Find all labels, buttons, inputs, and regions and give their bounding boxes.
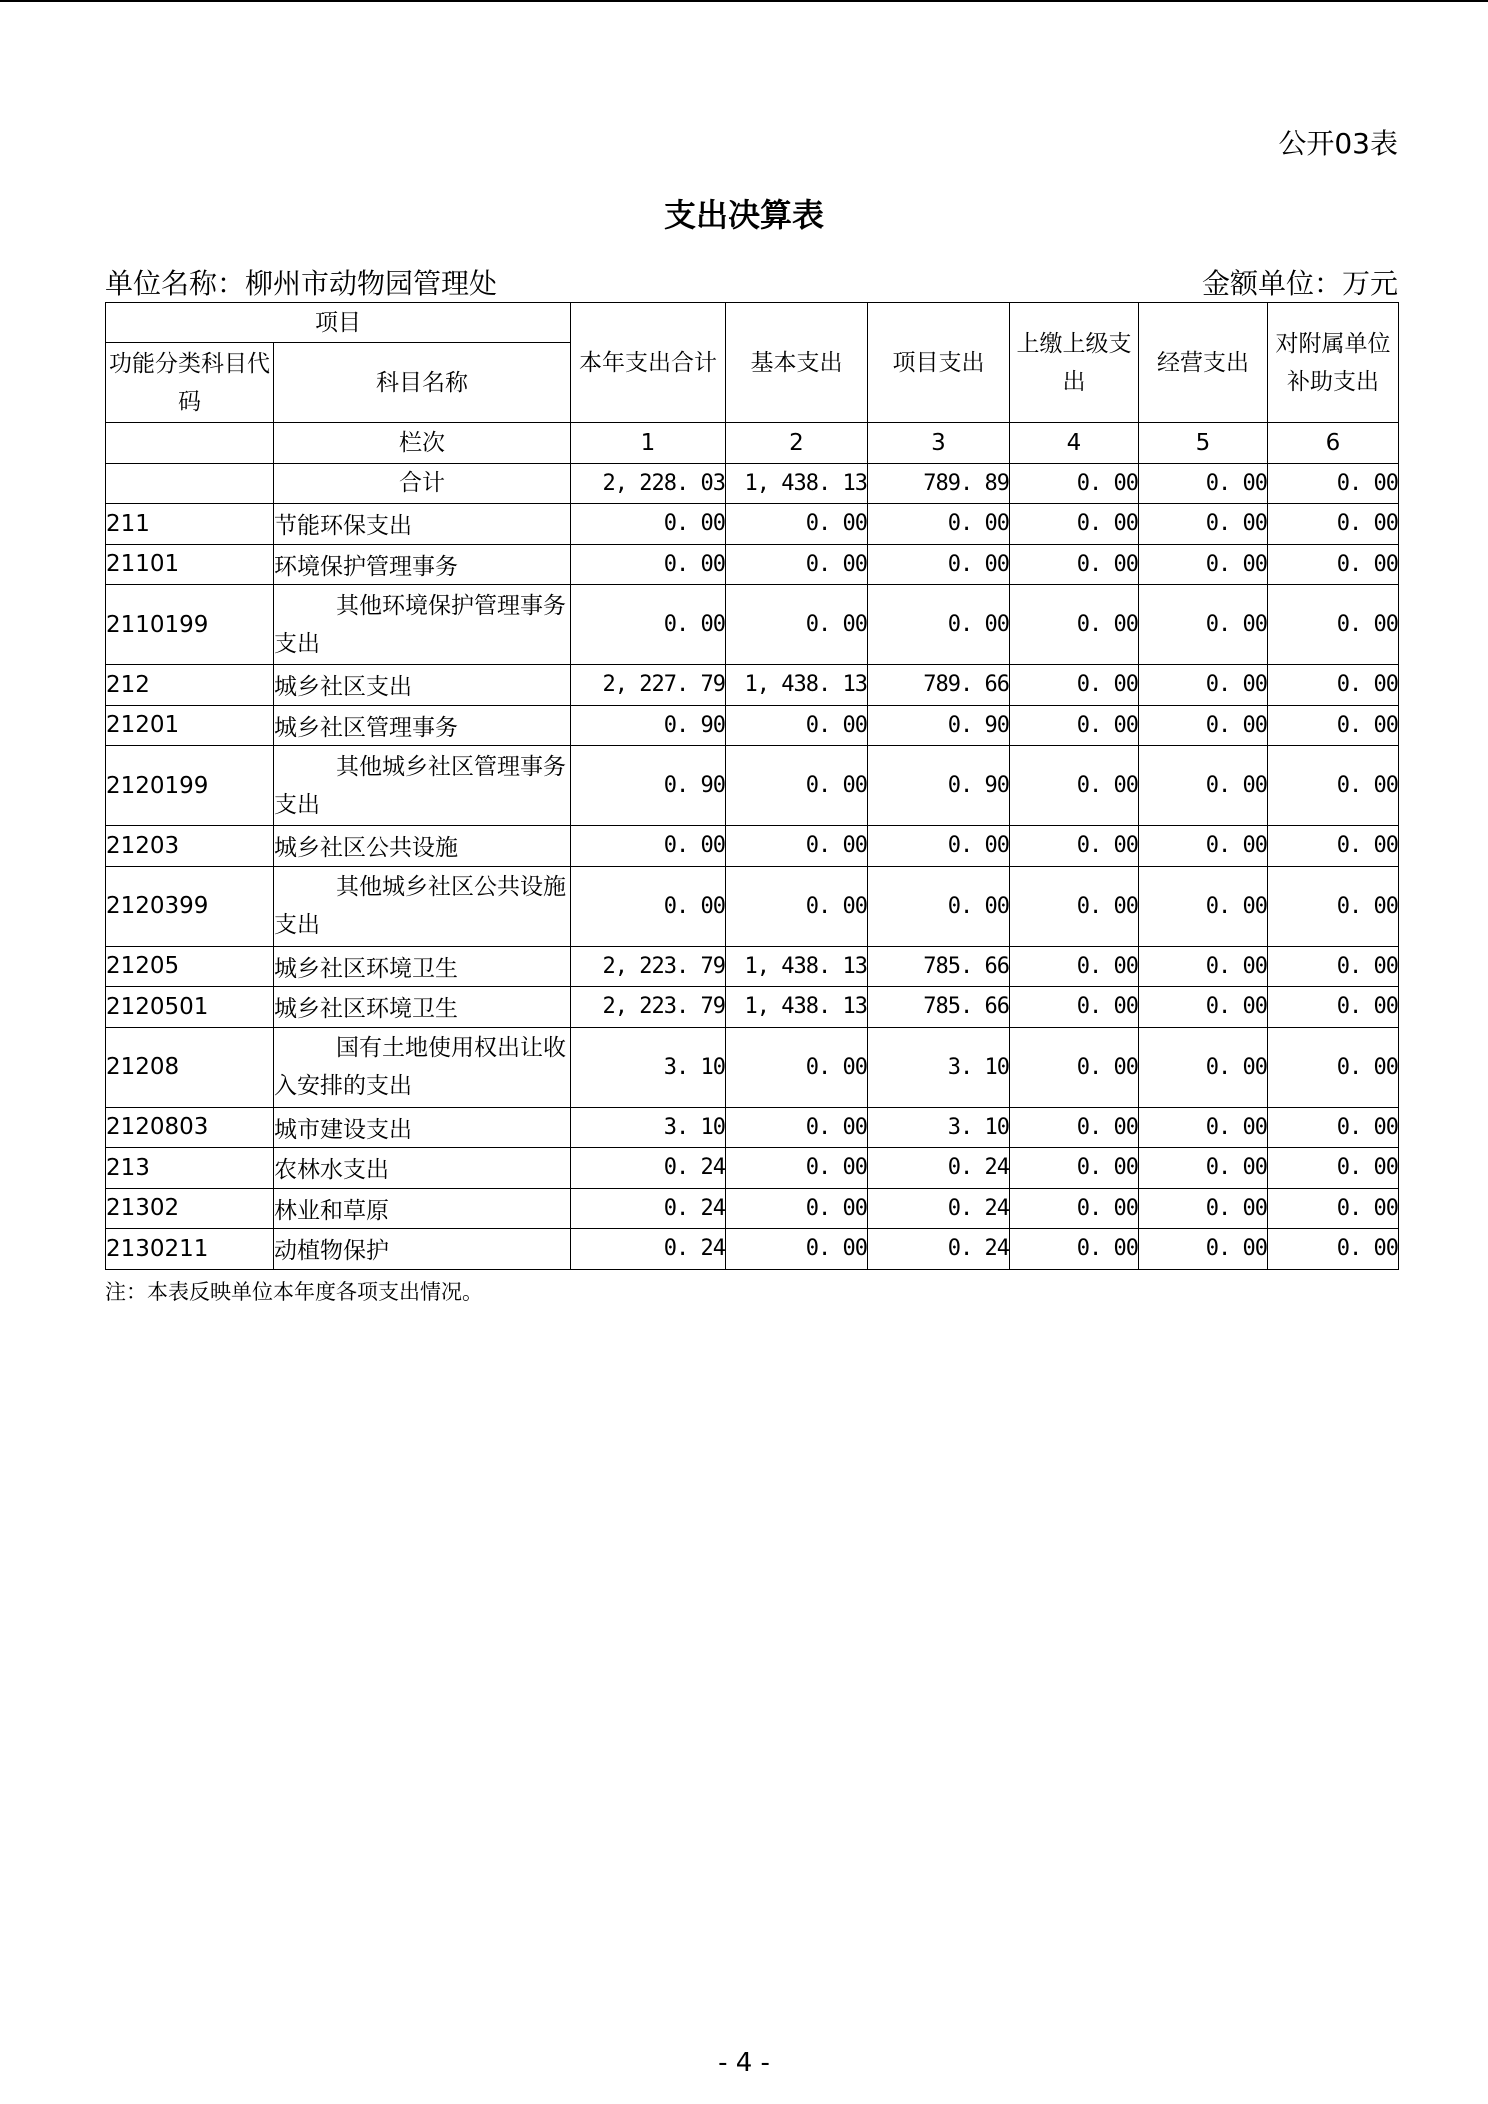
subject-name: 国有土地使用权出让收入安排的支出: [274, 1027, 571, 1107]
column-number: 6: [1268, 423, 1399, 464]
amount-cell: 0. 00: [1010, 1188, 1139, 1229]
amount-cell: 0. 00: [1268, 504, 1399, 545]
amount-cell: 0. 00: [1010, 705, 1139, 746]
amount-cell: 0. 00: [868, 544, 1010, 585]
total-label: 合计: [274, 463, 571, 504]
header-subsidy: 对附属单位补助支出: [1268, 303, 1399, 423]
table-row: [106, 504, 1399, 545]
amount-cell: 0. 00: [1268, 1027, 1399, 1107]
total-value: 1, 438. 13: [726, 463, 868, 504]
amount-cell: 0. 00: [726, 1107, 868, 1148]
column-number: 1: [571, 423, 726, 464]
amount-cell: 3. 10: [868, 1107, 1010, 1148]
amount-cell: 0. 00: [1010, 987, 1139, 1028]
column-number: 4: [1010, 423, 1139, 464]
amount-cell: 2, 223. 79: [571, 946, 726, 987]
subject-name: 动植物保护: [274, 1229, 571, 1270]
subject-name: 林业和草原: [274, 1188, 571, 1229]
amount-cell: 3. 10: [868, 1027, 1010, 1107]
subject-name: 其他环境保护管理事务支出: [274, 585, 571, 665]
amount-cell: 3. 10: [571, 1107, 726, 1148]
amount-cell: 0. 00: [1139, 705, 1268, 746]
amount-cell: 0. 90: [571, 705, 726, 746]
amount-cell: 0. 00: [726, 1188, 868, 1229]
amount-cell: 0. 00: [868, 826, 1010, 867]
amount-cell: 0. 00: [1139, 665, 1268, 706]
amount-cell: 0. 00: [1139, 746, 1268, 826]
header-project: 项目: [106, 303, 571, 343]
amount-cell: 0. 00: [571, 544, 726, 585]
column-label-empty: [106, 423, 274, 464]
header-upper: 上缴上级支出: [1010, 303, 1139, 423]
amount-cell: 785. 66: [868, 987, 1010, 1028]
amount-cell: 0. 24: [571, 1229, 726, 1270]
subject-code: 21201: [106, 705, 274, 746]
amount-cell: 0. 00: [726, 705, 868, 746]
amount-cell: 0. 00: [1139, 826, 1268, 867]
amount-cell: 0. 00: [1010, 1027, 1139, 1107]
amount-cell: 0. 00: [1010, 946, 1139, 987]
subject-name: 环境保护管理事务: [274, 544, 571, 585]
table-row: [106, 705, 1399, 746]
amount-cell: 0. 00: [1268, 705, 1399, 746]
amount-cell: 1, 438. 13: [726, 946, 868, 987]
subject-name: 城乡社区环境卫生: [274, 987, 571, 1028]
top-border: [0, 0, 1488, 2]
amount-cell: 0. 00: [1268, 1148, 1399, 1189]
amount-cell: 0. 00: [1268, 866, 1399, 946]
amount-cell: 0. 00: [1010, 746, 1139, 826]
table-row: [106, 1148, 1399, 1189]
amount-cell: 0. 00: [1268, 826, 1399, 867]
header-business: 经营支出: [1139, 303, 1268, 423]
table-row: [106, 585, 1399, 665]
amount-cell: 0. 00: [1139, 1027, 1268, 1107]
subject-code: 213: [106, 1148, 274, 1189]
column-number: 5: [1139, 423, 1268, 464]
total-value: 2, 228. 03: [571, 463, 726, 504]
table-row: [106, 1229, 1399, 1270]
amount-cell: 0. 00: [1139, 987, 1268, 1028]
amount-cell: 0. 00: [868, 504, 1010, 545]
table-note: 注：本表反映单位本年度各项支出情况。: [105, 1280, 483, 1304]
total-code-empty: [106, 463, 274, 504]
amount-cell: 0. 00: [726, 504, 868, 545]
amount-cell: 0. 00: [726, 1229, 868, 1270]
amount-cell: 0. 00: [1139, 866, 1268, 946]
subject-name: 城市建设支出: [274, 1107, 571, 1148]
amount-cell: 0. 00: [1010, 1148, 1139, 1189]
amount-cell: 0. 00: [1268, 1229, 1399, 1270]
header-total: 本年支出合计: [571, 303, 726, 423]
amount-cell: 0. 90: [571, 746, 726, 826]
amount-cell: 0. 00: [1139, 1107, 1268, 1148]
amount-cell: 0. 00: [1268, 544, 1399, 585]
table-row: [106, 946, 1399, 987]
total-value: 0. 00: [1010, 463, 1139, 504]
column-label: 栏次: [274, 423, 571, 464]
subject-code: 21203: [106, 826, 274, 867]
amount-cell: 0. 00: [1268, 665, 1399, 706]
table-row: [106, 1188, 1399, 1229]
table-row: [106, 1107, 1399, 1148]
amount-cell: 0. 00: [1010, 665, 1139, 706]
table-row: [106, 544, 1399, 585]
subject-code: 212: [106, 665, 274, 706]
amount-cell: 0. 24: [868, 1188, 1010, 1229]
total-value: 0. 00: [1268, 463, 1399, 504]
subject-code: 2120399: [106, 866, 274, 946]
amount-cell: 3. 10: [571, 1027, 726, 1107]
amount-cell: 2, 223. 79: [571, 987, 726, 1028]
amount-cell: 0. 00: [1010, 866, 1139, 946]
amount-cell: 0. 24: [571, 1148, 726, 1189]
amount-cell: 0. 00: [1139, 1229, 1268, 1270]
table-row: [106, 826, 1399, 867]
subject-code: 2130211: [106, 1229, 274, 1270]
amount-cell: 0. 00: [1139, 1148, 1268, 1189]
page-number: - 4 -: [718, 2048, 770, 2078]
table-row: [106, 987, 1399, 1028]
amount-cell: 0. 00: [1268, 987, 1399, 1028]
subject-name: 城乡社区环境卫生: [274, 946, 571, 987]
amount-cell: 0. 00: [1139, 544, 1268, 585]
amount-cell: 0. 00: [726, 866, 868, 946]
amount-cell: 0. 00: [726, 1027, 868, 1107]
amount-cell: 0. 00: [1268, 946, 1399, 987]
amount-cell: 0. 00: [726, 544, 868, 585]
subject-name: 城乡社区支出: [274, 665, 571, 706]
subject-code: 211: [106, 504, 274, 545]
amount-cell: 0. 00: [571, 504, 726, 545]
amount-cell: 0. 00: [1139, 1188, 1268, 1229]
amount-cell: 0. 90: [868, 705, 1010, 746]
table-row: [106, 1027, 1399, 1107]
subject-code: 2120803: [106, 1107, 274, 1148]
amount-cell: 0. 24: [868, 1148, 1010, 1189]
amount-cell: 0. 00: [1268, 1188, 1399, 1229]
subject-name: 城乡社区公共设施: [274, 826, 571, 867]
amount-cell: 0. 00: [726, 1148, 868, 1189]
header-code: 功能分类科目代码: [106, 343, 274, 423]
amount-cell: 0. 00: [571, 585, 726, 665]
amount-cell: 789. 66: [868, 665, 1010, 706]
subject-code: 21302: [106, 1188, 274, 1229]
expenditure-table: [105, 302, 1399, 1270]
subject-name: 其他城乡社区管理事务支出: [274, 746, 571, 826]
amount-cell: 0. 00: [726, 746, 868, 826]
header-basic: 基本支出: [726, 303, 868, 423]
amount-cell: 0. 00: [1010, 1229, 1139, 1270]
subject-code: 2110199: [106, 585, 274, 665]
amount-cell: 0. 00: [868, 866, 1010, 946]
amount-cell: 0. 00: [571, 826, 726, 867]
header-project-expenditure: 项目支出: [868, 303, 1010, 423]
amount-cell: 0. 00: [1139, 504, 1268, 545]
amount-unit: 金额单位：万元: [1201, 267, 1398, 300]
table-row: [106, 866, 1399, 946]
amount-cell: 785. 66: [868, 946, 1010, 987]
form-number: 公开03表: [1278, 127, 1398, 160]
header-name: 科目名称: [274, 343, 571, 423]
amount-cell: 2, 227. 79: [571, 665, 726, 706]
subject-code: 2120199: [106, 746, 274, 826]
amount-cell: 0. 00: [1268, 746, 1399, 826]
total-value: 789. 89: [868, 463, 1010, 504]
amount-cell: 0. 00: [1139, 946, 1268, 987]
amount-cell: 0. 24: [571, 1188, 726, 1229]
amount-cell: 0. 00: [1139, 585, 1268, 665]
amount-cell: 0. 00: [1268, 585, 1399, 665]
subject-code: 21101: [106, 544, 274, 585]
subject-name: 节能环保支出: [274, 504, 571, 545]
amount-cell: 0. 00: [726, 826, 868, 867]
subject-name: 农林水支出: [274, 1148, 571, 1189]
amount-cell: 1, 438. 13: [726, 987, 868, 1028]
subject-code: 2120501: [106, 987, 274, 1028]
subject-name: 城乡社区管理事务: [274, 705, 571, 746]
amount-cell: 0. 00: [1010, 826, 1139, 867]
subject-name: 其他城乡社区公共设施支出: [274, 866, 571, 946]
subject-code: 21208: [106, 1027, 274, 1107]
column-number: 3: [868, 423, 1010, 464]
column-number: 2: [726, 423, 868, 464]
amount-cell: 0. 00: [1010, 544, 1139, 585]
amount-cell: 0. 00: [1010, 585, 1139, 665]
amount-cell: 0. 00: [1010, 1107, 1139, 1148]
subject-code: 21205: [106, 946, 274, 987]
total-value: 0. 00: [1139, 463, 1268, 504]
amount-cell: 0. 00: [726, 585, 868, 665]
table-row: [106, 746, 1399, 826]
amount-cell: 0. 24: [868, 1229, 1010, 1270]
table-row: [106, 665, 1399, 706]
amount-cell: 0. 00: [1268, 1107, 1399, 1148]
amount-cell: 0. 00: [868, 585, 1010, 665]
amount-cell: 0. 00: [1010, 504, 1139, 545]
document-title: 支出决算表: [663, 196, 824, 234]
amount-cell: 1, 438. 13: [726, 665, 868, 706]
amount-cell: 0. 00: [571, 866, 726, 946]
amount-cell: 0. 90: [868, 746, 1010, 826]
unit-name: 单位名称：柳州市动物园管理处: [105, 267, 498, 300]
